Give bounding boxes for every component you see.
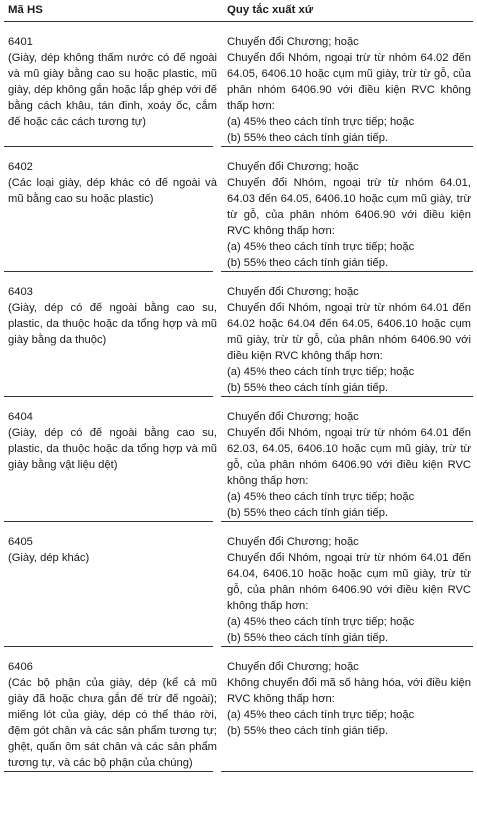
rule-line: (b) 55% theo cách tính gián tiếp. <box>227 257 389 269</box>
hs-code-cell <box>4 659 219 771</box>
rule-cell <box>219 409 473 521</box>
row-spacer <box>4 522 473 534</box>
row-spacer <box>4 272 473 284</box>
rule-line: (b) 55% theo cách tính gián tiếp. <box>227 725 389 737</box>
rule-line: (a) 45% theo cách tính trực tiếp; hoặc <box>227 709 415 721</box>
rule-line: (b) 55% theo cách tính gián tiếp. <box>227 507 389 519</box>
hs-code-cell <box>4 34 219 146</box>
rule-cell <box>219 659 473 771</box>
rule-cell <box>219 534 473 646</box>
row-spacer <box>4 22 473 35</box>
hs-code: 6402 <box>8 161 33 173</box>
hs-description: (Các bộ phận của giày, dép (kể cả mũ giày đã hoặc chưa gắn đế trừ đế ngoài); miếng lót của giày, dép có thể tháo rời, đệm gót chân và các sản phẩm tương tự; ghệt, quấn ôm sát chân và các sản phẩm tương tự, và các bộ phận của chúng) <box>8 677 217 769</box>
row-divider <box>4 771 473 772</box>
rule-line: (b) 55% theo cách tính gián tiếp. <box>227 382 389 394</box>
hs-code: 6405 <box>8 536 33 548</box>
table-row <box>4 34 473 146</box>
rule-line: Chuyển đổi Chương; hoặc <box>227 161 359 173</box>
rule-line: (a) 45% theo cách tính trực tiếp; hoặc <box>227 241 415 253</box>
rule-line: (b) 55% theo cách tính gián tiếp. <box>227 632 389 644</box>
header-hs-code: Mã HS <box>4 0 219 22</box>
rule-line: (b) 55% theo cách tính gián tiếp. <box>227 132 389 144</box>
rule-line: Chuyển đổi Nhóm, ngoại trừ từ nhóm 64.02 đến 64.05, 6406.10 hoặc cụm mũ giày, trừ từ gỗ, của phân nhóm 6406.90 với điều kiện RVC không thấp hơn: <box>227 52 471 112</box>
hs-code: 6406 <box>8 661 33 673</box>
rule-line: (a) 45% theo cách tính trực tiếp; hoặc <box>227 491 415 503</box>
table-row <box>4 409 473 521</box>
rule-line: (a) 45% theo cách tính trực tiếp; hoặc <box>227 616 415 628</box>
rule-line: Chuyển đổi Chương; hoặc <box>227 286 359 298</box>
hs-code-cell <box>4 159 219 271</box>
hs-code-cell <box>4 409 219 521</box>
row-spacer <box>4 147 473 159</box>
row-spacer <box>4 397 473 409</box>
rule-line: Chuyển đổi Nhóm, ngoại trừ từ nhóm 64.01 đến 62.03, 64.05, 6406.10 hoặc cụm mũ giày, trừ từ gỗ, của phân nhóm 6406.90 với điều kiện RVC không thấp hơn: <box>227 427 471 487</box>
row-divider-right <box>221 771 473 772</box>
rule-line: (a) 45% theo cách tính trực tiếp; hoặc <box>227 366 415 378</box>
row-divider-left <box>4 771 213 772</box>
rules-of-origin-table <box>4 0 473 772</box>
rule-line: Không chuyển đổi mã số hàng hóa, với điều kiện RVC không thấp hơn: <box>227 677 471 705</box>
hs-description: (Các loại giày, dép khác có đế ngoài và mũ bằng cao su hoặc plastic) <box>8 177 217 205</box>
hs-description: (Giày, dép có đế ngoài bằng cao su, plastic, da thuộc hoặc da tổng hợp và mũ giày bằng vật liệu dệt) <box>8 427 217 471</box>
rule-line: Chuyển đổi Nhóm, ngoại trừ từ nhóm 64.01, 64.03 đến 64.05, 6406.10 hoặc cụm mũ giày, trừ từ gỗ, của phân nhóm 6406.90 với điều kiện RVC không thấp hơn: <box>227 177 471 237</box>
row-spacer <box>4 647 473 659</box>
rule-line: (a) 45% theo cách tính trực tiếp; hoặc <box>227 116 415 128</box>
rule-line: Chuyển đổi Chương; hoặc <box>227 536 359 548</box>
table-row <box>4 659 473 771</box>
table-body <box>4 22 473 773</box>
hs-code: 6403 <box>8 286 33 298</box>
hs-code-cell <box>4 534 219 646</box>
header-rule-of-origin: Quy tắc xuất xứ <box>219 0 473 22</box>
rule-line: Chuyển đổi Chương; hoặc <box>227 36 359 48</box>
hs-code-cell <box>4 284 219 396</box>
hs-description: (Giày, dép không thấm nước có đế ngoài và mũ giày bằng cao su hoặc plastic, mũ giày, dép không gắn hoặc lắp ghép với đế bằng cách khâu, tán đinh, xoáy ốc, cắm đế hoặc các cách tương tự) <box>8 52 217 128</box>
rule-line: Chuyển đổi Nhóm, ngoại trừ từ nhóm 64.01 đến 64.04, 6406.10 hoặc hoặc cụm mũ giày, trừ từ gỗ, của phân nhóm 6406.90 với điều kiện RVC không thấp hơn: <box>227 552 471 612</box>
rule-line: Chuyển đổi Chương; hoặc <box>227 661 359 673</box>
rule-line: Chuyển đổi Chương; hoặc <box>227 411 359 423</box>
table-row <box>4 159 473 271</box>
table-header-row <box>4 0 473 22</box>
rule-cell <box>219 159 473 271</box>
hs-code: 6404 <box>8 411 33 423</box>
hs-code: 6401 <box>8 36 33 48</box>
rule-cell <box>219 34 473 146</box>
table-row <box>4 534 473 646</box>
rule-line: Chuyển đổi Nhóm, ngoại trừ từ nhóm 64.01 đến 64.02 hoặc 64.04 đến 64.05, 6406.10 hoặc cụm mũ giày, trừ từ gỗ, của phân nhóm 6406.90 với điều kiện RVC không thấp hơn: <box>227 302 471 362</box>
hs-description: (Giày, dép có đế ngoài bằng cao su, plastic, da thuộc hoặc da tổng hợp và mũ giày bằng da thuộc) <box>8 302 217 346</box>
hs-description: (Giày, dép khác) <box>8 552 90 564</box>
table-row <box>4 284 473 396</box>
rule-cell <box>219 284 473 396</box>
